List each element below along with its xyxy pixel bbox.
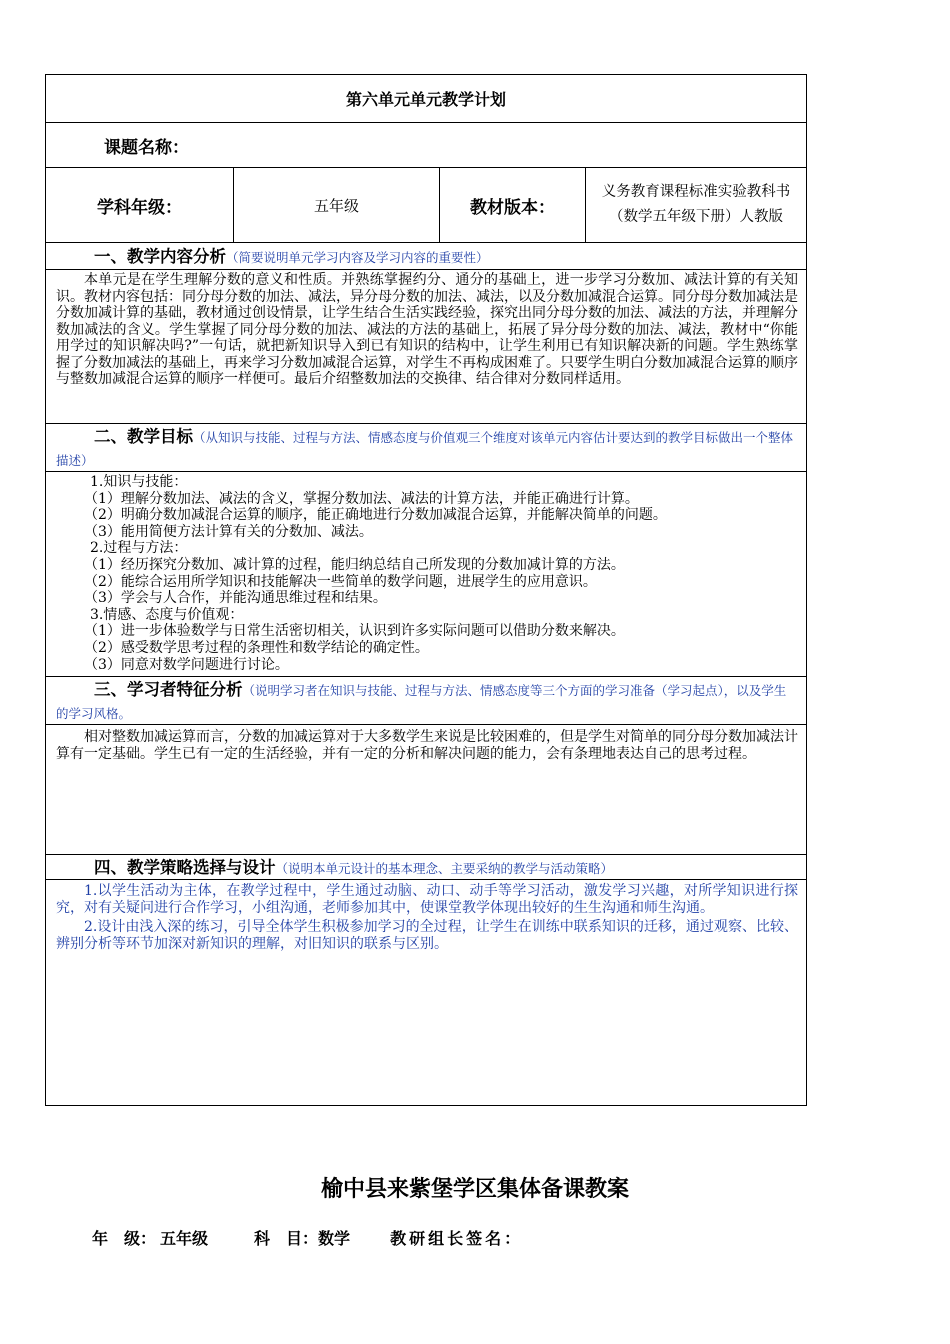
section-title: 三、学习者特征分析 <box>94 680 243 699</box>
section-note: （从知识与技能、过程与方法、情感态度与价值观三个维度对该单元内容估计要达到的教学目标做出一个整体描述） <box>56 430 794 468</box>
section-title: 一、教学内容分析 <box>94 247 226 266</box>
objective-line: 2.过程与方法： <box>90 540 188 557</box>
section-strategy-body <box>46 880 806 1105</box>
section-body: 相对整数加减运算而言，分数的加减运算对于大多数学生来说是比较困难的，但是学生对简单的同分母分数加减法计算有一定基础。学生已有一定的生活经验，并有一定的分析和解决问题的能力，会有条理地表达自己的思考过程。 <box>56 729 798 762</box>
section-body: 本单元是在学生理解分数的意义和性质。并熟练掌握约分、通分的基础上，进一步学习分数加、减法计算的有关知识。教材内容包括：同分母分数的加法、减法，异分母分数的加法、减法，以及分数加减混合运算。同分母分数加减法是分数加减计算的基础，教材通过创设情景，让学生结合生活实践经验，探究出同分母分数的加法、减法的方法，并理解分数加减法的含义。学生掌握了同分母分数的加法、减法的方法的基础上，拓展了异分母分数的加法、减法，教材中“你能用学过的知识解决吗?”一句话，就把新知识导入到已有知识的结构中，让学生利用已有知识解决新的问题。学生熟练掌握了分数加减法的基础上，再来学习分数加减混合运算，对学生不再构成困难了。只要学生明白分数加减混合运算的顺序与整数加减混合运算的顺序一样便可。最后介绍整数加法的交换律、结合律对分数同样适用。 <box>56 272 798 387</box>
objective-line: 3.情感、态度与价值观： <box>90 606 244 623</box>
footer-leader-label: 教研组长签名： <box>390 1229 524 1248</box>
footer-grade-value: 五年级 <box>160 1229 209 1248</box>
footer-subject-label: 科 目： <box>254 1229 319 1248</box>
objective-line: （3）同意对数学问题进行讨论。 <box>84 656 289 673</box>
footer-title: 榆中县来紫堡学区集体备课教案 <box>320 1177 629 1202</box>
objective-line: （2）能综合运用所学知识和技能解决一些简单的数学问题，进展学生的应用意识。 <box>84 573 597 590</box>
objective-line: （3）能用简便方法计算有关的分数加、减法。 <box>84 523 373 540</box>
objective-line: （2）明确分数加减混合运算的顺序，能正确地进行分数加减混合运算，并能解决简单的问题。 <box>84 507 667 524</box>
section-title: 二、教学目标 <box>94 427 193 446</box>
section-learner-head <box>46 677 806 725</box>
section-objectives-body <box>46 472 806 677</box>
edition-label: 教材版本： <box>440 168 586 242</box>
footer-info-line <box>92 1226 523 1249</box>
objective-line: （2）感受数学思考过程的条理性和数学结论的确定性。 <box>84 639 429 656</box>
info-row <box>46 168 806 243</box>
objective-line: （1）进一步体验数学与日常生活密切相关，认识到许多实际问题可以借助分数来解决。 <box>84 623 625 640</box>
section-note: （说明学习者在知识与技能、过程与方法、情感态度等三个方面的学习准备（学习起点），以及学生的学习风格。 <box>56 683 787 721</box>
table-title: 第六单元单元教学计划 <box>46 75 806 123</box>
section-strategy-head <box>46 855 806 880</box>
section-content-analysis-body <box>46 270 806 424</box>
section-note: （简要说明单元学习内容及学习内容的重要性） <box>226 250 489 265</box>
strategy-paragraph: 1.以学生活动为主体，在教学过程中，学生通过动脑、动口、动手等学习活动，激发学习兴趣，对所学知识进行探究，对有关疑问进行合作学习，小组沟通，老师参加其中，使课堂教学体现出较好的生生沟通和师生沟通。 <box>56 883 798 916</box>
section-note: （说明本单元设计的基本理念、主要采纳的教学与活动策略） <box>275 861 614 876</box>
footer-grade-label: 年 级： <box>92 1229 157 1248</box>
objective-line: 1.知识与技能： <box>90 474 188 490</box>
section-content-analysis-head <box>46 243 806 270</box>
section-title: 四、教学策略选择与设计 <box>94 858 276 877</box>
objective-line: （3）学会与人合作，并能沟通思维过程和结果。 <box>84 590 387 607</box>
grade-value: 五年级 <box>234 168 440 242</box>
objective-line: （1）理解分数加法、减法的含义，掌握分数加法、减法的计算方法，并能正确进行计算。 <box>84 490 639 507</box>
strategy-paragraph: 2.设计由浅入深的练习，引导全体学生积极参加学习的全过程，让学生在训练中联系知识的迁移，通过观察、比较、辨别分析等环节加深对新知识的理解，对旧知识的联系与区别。 <box>56 919 798 952</box>
edition-value: 义务教育课程标准实验教科书（数学五年级下册）人教版 <box>601 184 791 225</box>
lesson-plan-table <box>45 74 807 1106</box>
objective-line: （1）经历探究分数加、减计算的过程，能归纳总结自己所发现的分数加减计算的方法。 <box>84 556 625 573</box>
course-name-label: 课题名称： <box>46 123 806 168</box>
section-objectives-head <box>46 424 806 472</box>
footer-subject-value: 数学 <box>318 1229 351 1248</box>
section-learner-body <box>46 725 806 855</box>
subject-grade-label: 学科年级： <box>46 168 234 242</box>
